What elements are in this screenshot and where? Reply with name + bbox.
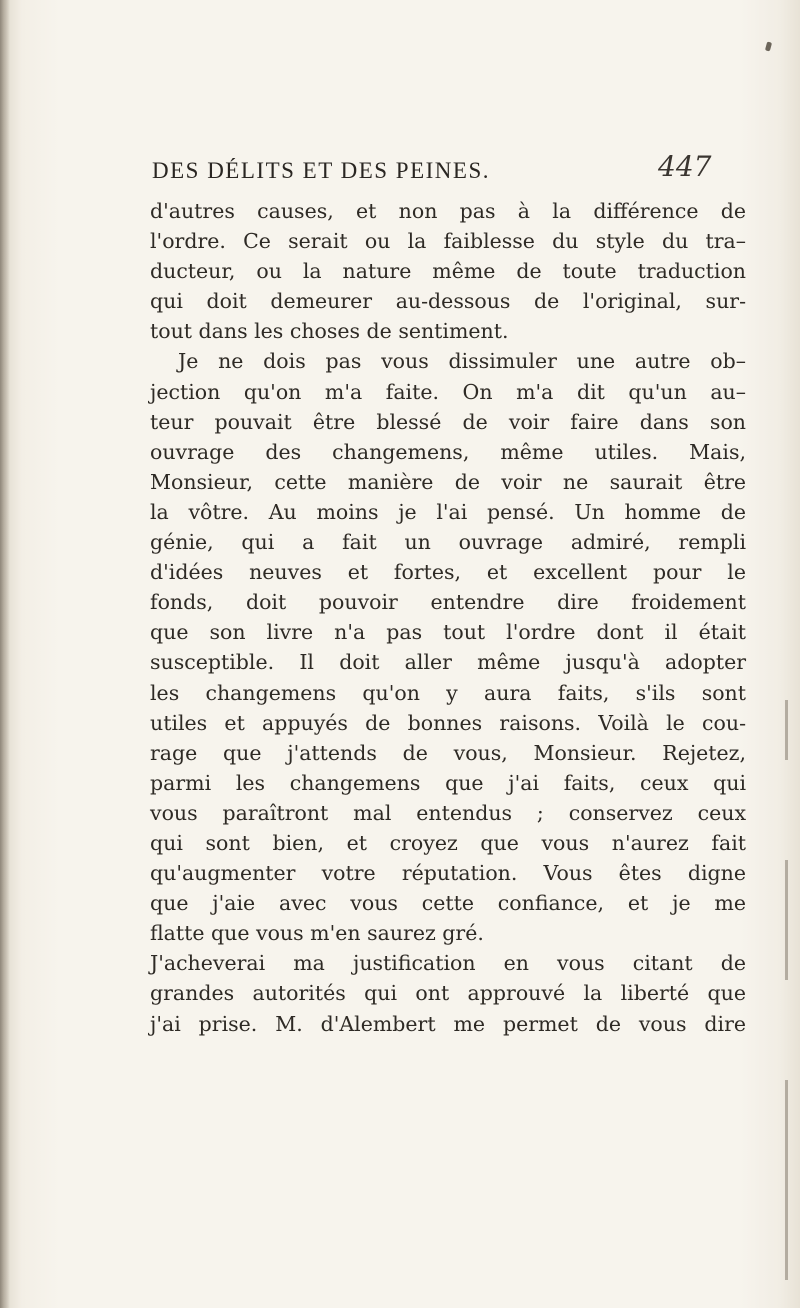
text-line: utiles et appuyés de bonnes raisons. Voilà le cou- [150,710,746,735]
text-line: teur pouvait être blessé de voir faire dans son [150,409,746,434]
text-line: d'idées neuves et fortes, et excellent pour le [150,560,746,585]
text-line: jection qu'on m'a faite. On m'a dit qu'un au– [150,379,746,404]
edge-stain [785,860,788,980]
paragraph [150,196,746,346]
text-line: qui sont bien, et croyez que vous n'aurez fait [150,830,746,855]
text-line: les changemens qu'on y aura faits, s'ils sont [150,680,746,705]
paragraph [150,346,746,948]
text-line: génie, qui a fait un ouvrage admiré, rempli [150,530,746,555]
ink-speck [765,42,772,52]
edge-stain [785,1080,788,1280]
running-head: DES DÉLITS ET DES PEINES. [152,158,490,183]
text-line: Monsieur, cette manière de voir ne saurait être [150,469,746,494]
text-line: fonds, doit pouvoir entendre dire froidement [150,590,746,615]
text-line: flatte que vous m'en saurez gré. [150,921,484,946]
text-line: susceptible. Il doit aller même jusqu'à adopter [150,650,746,675]
text-line: que son livre n'a pas tout l'ordre dont il était [150,620,746,645]
page-number: 447 [658,150,712,183]
text-line: d'autres causes, et non pas à la différence de [150,199,746,223]
text-line: ducteur, ou la nature même de toute traduction [150,259,746,284]
text-line: parmi les changemens que j'ai faits, ceux qui [150,770,746,795]
text-line: ouvrage des changemens, même utiles. Mais, [150,439,746,464]
page-header [152,150,772,196]
text-line: que j'aie avec vous cette confiance, et je me [150,891,746,916]
text-line: j'ai prise. M. d'Alembert me permet de vous dire [150,1011,746,1036]
page-binding-edge [0,0,10,1308]
text-line: vous paraîtront mal entendus ; conservez ceux [150,800,746,825]
text-line: tout dans les choses de sentiment. [150,319,509,344]
text-line: qu'augmenter votre réputation. Vous êtes digne [150,861,746,886]
body-text [150,196,746,1039]
text-line: grandes autorités qui ont approuvé la liberté que [150,981,746,1006]
text-line: l'ordre. Ce serait ou la faiblesse du style du tra– [150,229,746,254]
text-line: la vôtre. Au moins je l'ai pensé. Un homme de [150,499,746,524]
edge-stain [785,700,788,760]
text-line: J'acheverai ma justification en vous citant de [150,951,746,976]
text-line: rage que j'attends de vous, Monsieur. Rejetez, [150,740,746,765]
paragraph [150,948,746,1038]
text-line: qui doit demeurer au-dessous de l'original, sur- [150,289,746,314]
text-line: Je ne dois pas vous dissimuler une autre ob– [178,349,746,374]
